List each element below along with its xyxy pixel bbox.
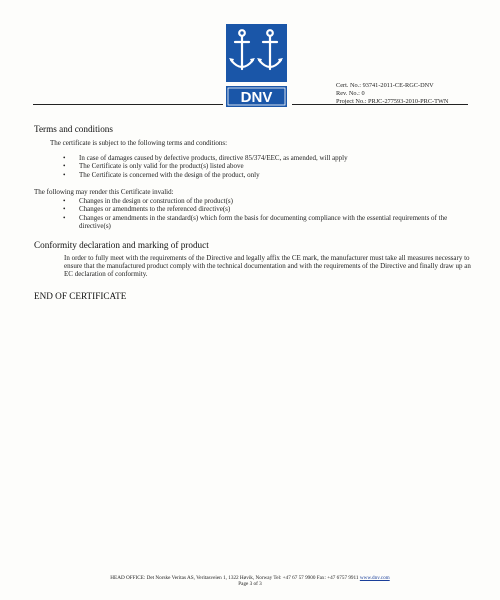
header-rule-left (33, 104, 223, 105)
list-item: • Changes or amendments in the standard(s) which form the basis for documenting compliance with the essential requirements of the directive(s) (63, 214, 473, 231)
list-item: • In case of damages caused by defective products, directive 85/374/EEC, as amended, will apply (63, 154, 463, 162)
conformity-heading: Conformity declaration and marking of product (34, 240, 209, 250)
invalid-intro: The following may render this Certificate invalid: (34, 188, 174, 196)
footer-office: HEAD OFFICE: Det Norske Veritas AS, Veritasveien 1, 1322 Høvik, Norway Tel: +47 67 57 9900 Fax: +47 6757 9911 www.dnv.com (110, 575, 390, 581)
project-number: Project No.: PRJC-277593-2010-PRC-TWN (336, 98, 449, 105)
invalid-list (63, 197, 473, 231)
terms-list (63, 154, 463, 179)
page-number: Page 3 of 3 (238, 581, 262, 588)
list-item: • The Certificate is only valid for the product(s) listed above (63, 162, 463, 170)
list-item: • The Certificate is concerned with the design of the product, only (63, 171, 463, 179)
dnv-logo (226, 24, 287, 108)
website-link[interactable]: www.dnv.com (359, 575, 390, 581)
list-item: • Changes or amendments to the referenced directive(s) (63, 205, 473, 213)
terms-intro: The certificate is subject to the following terms and conditions: (50, 139, 228, 147)
logo-wordmark: DNV (240, 89, 273, 106)
terms-heading: Terms and conditions (34, 124, 113, 134)
footer (0, 575, 500, 587)
list-item: • Changes in the design or construction of the product(s) (63, 197, 473, 205)
cert-number: Cert. No.: 93741-2011-CE-RGC-DNV (336, 82, 434, 89)
revision-number: Rev. No.: 0 (336, 90, 365, 97)
end-of-certificate: END OF CERTIFICATE (34, 291, 127, 301)
conformity-text: In order to fully meet with the requirements of the Directive and legally affix the CE mark, the manufacturer must take all measures necessary to ensure that the manufactured product comply with the technical documentation and with the requirements of the Directive and finally draw up an EC declaration of conformity. (64, 254, 471, 279)
certificate-reference (336, 82, 448, 106)
